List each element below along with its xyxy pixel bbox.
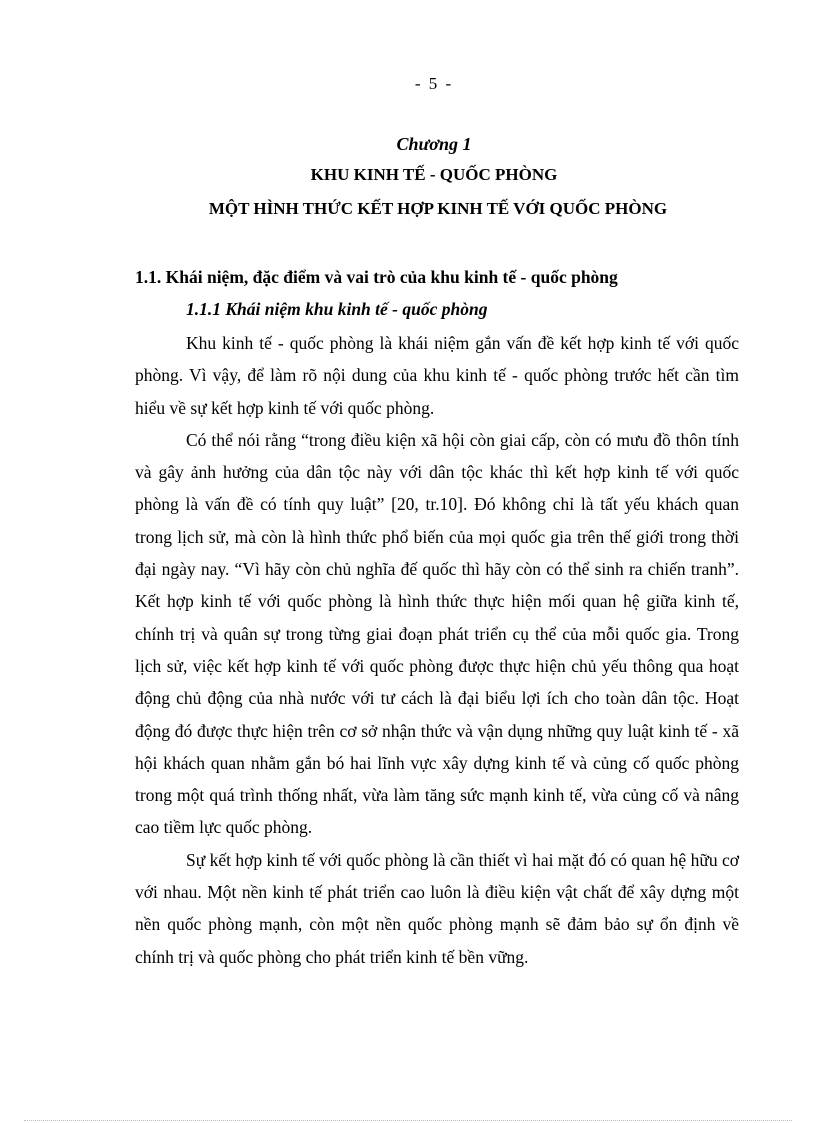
paragraph: Khu kinh tế - quốc phòng là khái niệm gắn vấn đề kết hợp kinh tế với quốc phòng. Vì vậy, để làm rõ nội dung của khu kinh tế - quốc phòng trước hết cần tìm hiểu về sự kết hợp kinh tế với quốc phòng. — [135, 333, 739, 418]
footer-divider — [24, 1120, 792, 1121]
section-heading: 1.1. Khái niệm, đặc điểm và vai trò của khu kinh tế - quốc phòng — [135, 267, 618, 287]
paragraph: Có thể nói rằng “trong điều kiện xã hội còn giai cấp, còn có mưu đồ thôn tính và gây ảnh hưởng của dân tộc này với dân tộc khác thì kết hợp kinh tế với quốc phòng là vấn đề có tính quy luật” [20, tr.10]. Đó không chỉ là tất yếu khách quan trong lịch sử, mà còn là hình thức phổ biến của mọi quốc gia trên thế giới trong thời đại ngày nay. “Vì hãy còn chủ nghĩa đế quốc thì hãy còn có thể sinh ra chiến tranh”. Kết hợp kinh tế với quốc phòng là hình thức thực hiện mối quan hệ giữa kinh tế, chính trị và quân sự trong từng giai đoạn phát triển cụ thể của mỗi quốc gia. Trong lịch sử, việc kết hợp kinh tế với quốc phòng được thực hiện chủ yếu thông qua hoạt động chủ động của nhà nước với tư cách là đại biểu lợi ích cho toàn dân tộc. Hoạt động đó được thực hiện trên cơ sở nhận thức và vận dụng những quy luật kinh tế - xã hội khách quan nhằm gắn bó hai lĩnh vực xây dựng kinh tế và củng cố quốc phòng trong một quá trình thống nhất, vừa làm tăng sức mạnh kinh tế, vừa củng cố và nâng cao tiềm lực quốc phòng. — [135, 429, 739, 838]
paragraph: Sự kết hợp kinh tế với quốc phòng là cần thiết vì hai mặt đó có quan hệ hữu cơ với nhau. Một nền kinh tế phát triển cao luôn là điều kiện vật chất để xây dựng một nền quốc phòng mạnh, còn một nền quốc phòng mạnh sẽ đảm bảo sự ổn định về chính trị và quốc phòng cho phát triển kinh tế bền vững. — [135, 849, 739, 967]
body-text — [135, 327, 739, 973]
chapter-label: Chương 1 — [396, 134, 472, 154]
page-number: - 5 - — [414, 74, 454, 93]
subsection-heading: 1.1.1 Khái niệm khu kinh tế - quốc phòng — [186, 299, 488, 319]
chapter-title-line-1: KHU KINH TẾ - QUỐC PHÒNG — [310, 165, 558, 184]
chapter-title-line-2: MỘT HÌNH THỨC KẾT HỢP KINH TẾ VỚI QUỐC PHÒNG — [208, 199, 668, 218]
